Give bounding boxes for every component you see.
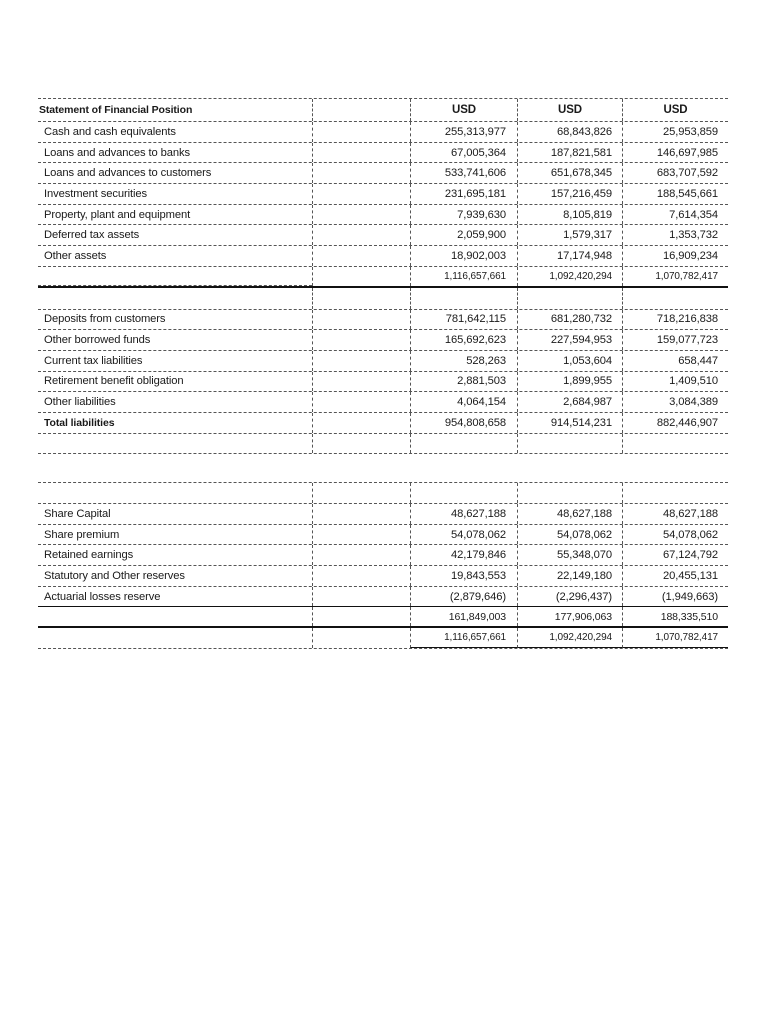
table-row: Investment securities 231,695,181 157,216,459 188,545,661 — [38, 184, 728, 205]
table-row: Cash and cash equivalents 255,313,977 68,843,826 25,953,859 — [38, 122, 728, 143]
table-row: Loans and advances to banks 67,005,364 187,821,581 146,697,985 — [38, 143, 728, 164]
table-row: Actuarial losses reserve (2,879,646) (2,296,437) (1,949,663) — [38, 587, 728, 608]
table-row: Retained earnings 42,179,846 55,348,070 67,124,792 — [38, 545, 728, 566]
spacer-row — [38, 288, 728, 310]
table-header-row — [38, 98, 728, 122]
spacer-row — [38, 434, 728, 455]
equity-total-row: 161,849,003 177,906,063 188,335,510 — [38, 607, 728, 628]
section-gap — [38, 454, 728, 483]
column-header: USD — [622, 99, 728, 121]
table-row: Current tax liabilities 528,263 1,053,604 658,447 — [38, 351, 728, 372]
column-header: USD — [410, 99, 517, 121]
assets-total-row: 1,116,657,661 1,092,420,294 1,070,782,417 — [38, 267, 728, 288]
spacer-row — [38, 483, 728, 504]
table-row: Share Capital 48,627,188 48,627,188 48,627,188 — [38, 504, 728, 525]
column-header: USD — [517, 99, 622, 121]
table-row: Deferred tax assets 2,059,900 1,579,317 1,353,732 — [38, 225, 728, 246]
financial-position-table — [38, 98, 728, 649]
grand-total-row: 1,116,657,661 1,092,420,294 1,070,782,417 — [38, 628, 728, 649]
table-row: Share premium 54,078,062 54,078,062 54,078,062 — [38, 525, 728, 546]
table-title: Statement of Financial Position — [39, 104, 193, 116]
table-row: Property, plant and equipment 7,939,630 8,105,819 7,614,354 — [38, 205, 728, 226]
table-row: Other assets 18,902,003 17,174,948 16,909,234 — [38, 246, 728, 267]
table-row: Other liabilities 4,064,154 2,684,987 3,084,389 — [38, 392, 728, 413]
table-row: Retirement benefit obligation 2,881,503 1,899,955 1,409,510 — [38, 372, 728, 393]
table-row: Other borrowed funds 165,692,623 227,594,953 159,077,723 — [38, 330, 728, 351]
total-liabilities-row: Total liabilities 954,808,658 914,514,231 882,446,907 — [38, 413, 728, 434]
table-row: Deposits from customers 781,642,115 681,280,732 718,216,838 — [38, 310, 728, 331]
table-row: Loans and advances to customers 533,741,606 651,678,345 683,707,592 — [38, 163, 728, 184]
table-row: Statutory and Other reserves 19,843,553 22,149,180 20,455,131 — [38, 566, 728, 587]
